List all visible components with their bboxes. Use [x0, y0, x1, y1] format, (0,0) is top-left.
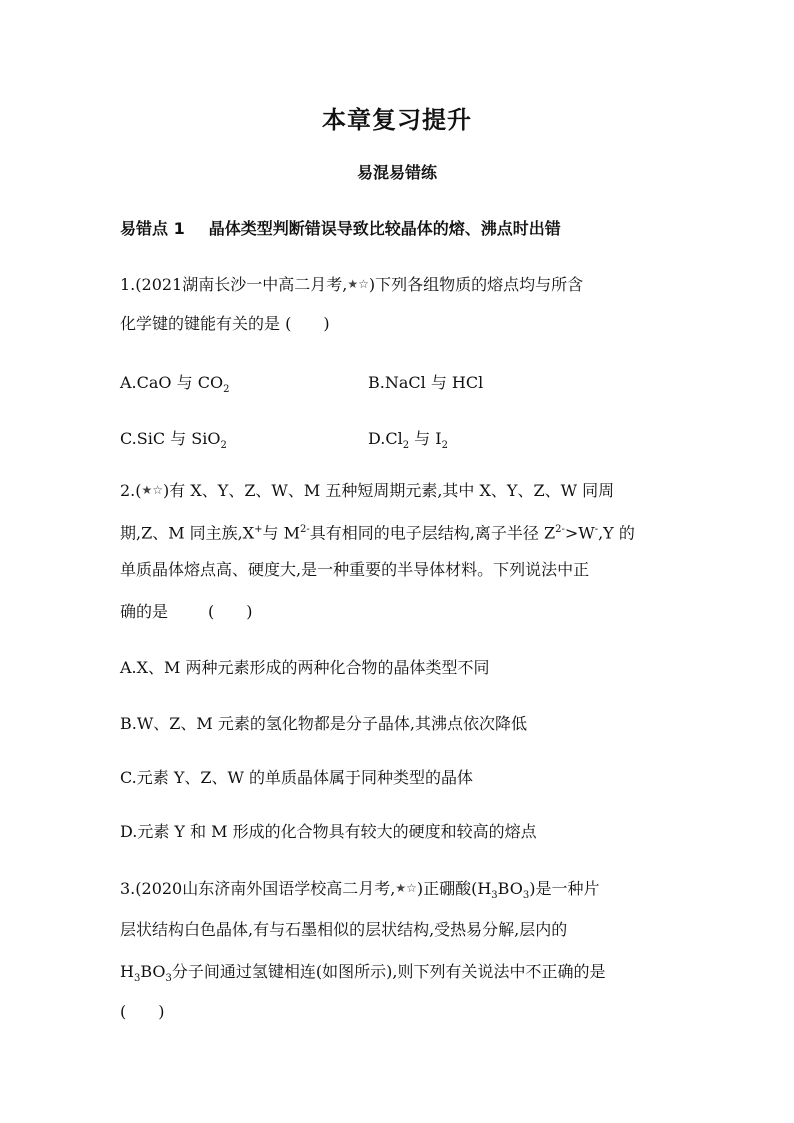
q1-option-d: $D.Cl_2$ 与 $I_2$: [368, 429, 448, 452]
q3-line1: 3.(2020山东济南外国语学校高二月考,★☆)正硼酸$(H_3BO_3)$是一种片: [120, 879, 600, 902]
q2-text: )有 X、Y、Z、W、M 五种短周期元素,其中 X、Y、Z、W 同周: [163, 481, 615, 500]
q3-line2: 层状结构白色晶体,有与石墨相似的层状结构,受热易分解,层内的: [120, 920, 568, 939]
q3-answer-blank: ( ): [120, 1002, 165, 1021]
q2-option-a: A.X、M 两种元素形成的两种化合物的晶体类型不同: [120, 658, 490, 677]
q2-option-c: C.元素 Y、Z、W 的单质晶体属于同种类型的晶体: [120, 768, 474, 787]
section-heading: [120, 216, 680, 239]
q2-option-b: B.W、Z、M 元素的氢化物都是分子晶体,其沸点依次降低: [120, 714, 527, 733]
difficulty-star-icon: ★☆: [347, 277, 369, 291]
q2-line2: 期,Z、M 同主族,X+与 $M^{2-}$具有相同的电子层结构,离子半径 $Z^{2-}>W^-,Y$ 的: [120, 523, 635, 543]
q2-option-d: D.元素 Y 和 M 形成的化合物具有较大的硬度和较高的熔点: [120, 822, 537, 841]
difficulty-star-icon: ★☆: [141, 483, 164, 497]
q1-answer-blank: ( ): [285, 314, 330, 333]
q2-line4: 确的是 ( ): [120, 602, 253, 621]
q1-line2: [120, 314, 680, 334]
page-title: 本章复习提升: [322, 106, 472, 134]
q2-number: 2.: [120, 481, 136, 500]
section-text: 晶体类型判断错误导致比较晶体的熔、沸点时出错: [208, 219, 561, 238]
q3-source: (2020山东济南外国语学校高二月考,: [135, 879, 396, 898]
q2-answer-blank: ( ): [208, 602, 253, 621]
q1-number: 1.: [120, 275, 136, 294]
q2-line3: 单质晶体熔点高、硬度大,是一种重要的半导体材料。下列说法中正: [120, 560, 590, 579]
q3-number: 3.: [120, 879, 136, 898]
q1-option-b: B.NaCl 与 HCl: [368, 373, 484, 392]
difficulty-star-icon: ★☆: [395, 881, 417, 895]
q1-text: )下列各组物质的熔点均与所含: [368, 275, 584, 294]
q1-option-c: C.SiC 与 SiO$_2$: [120, 429, 227, 452]
q1-line1: [120, 274, 680, 295]
q1-source: (2021湖南长沙一中高二月考,: [135, 275, 348, 294]
section-label: 易错点 1: [120, 219, 185, 238]
q1-text-cont: 化学键的键能有关的是: [120, 314, 281, 333]
page-subtitle: 易混易错练: [356, 163, 437, 182]
q1-option-a: A.CaO 与 $CO_2$: [120, 373, 230, 396]
q3-line3: $H_3BO_3$分子间通过氢键相连(如图所示),则下列有关说法中不正确的是: [120, 962, 606, 985]
q2-line1: 2.(★☆)有 X、Y、Z、W、M 五种短周期元素,其中 X、Y、Z、W 同周: [120, 481, 615, 500]
